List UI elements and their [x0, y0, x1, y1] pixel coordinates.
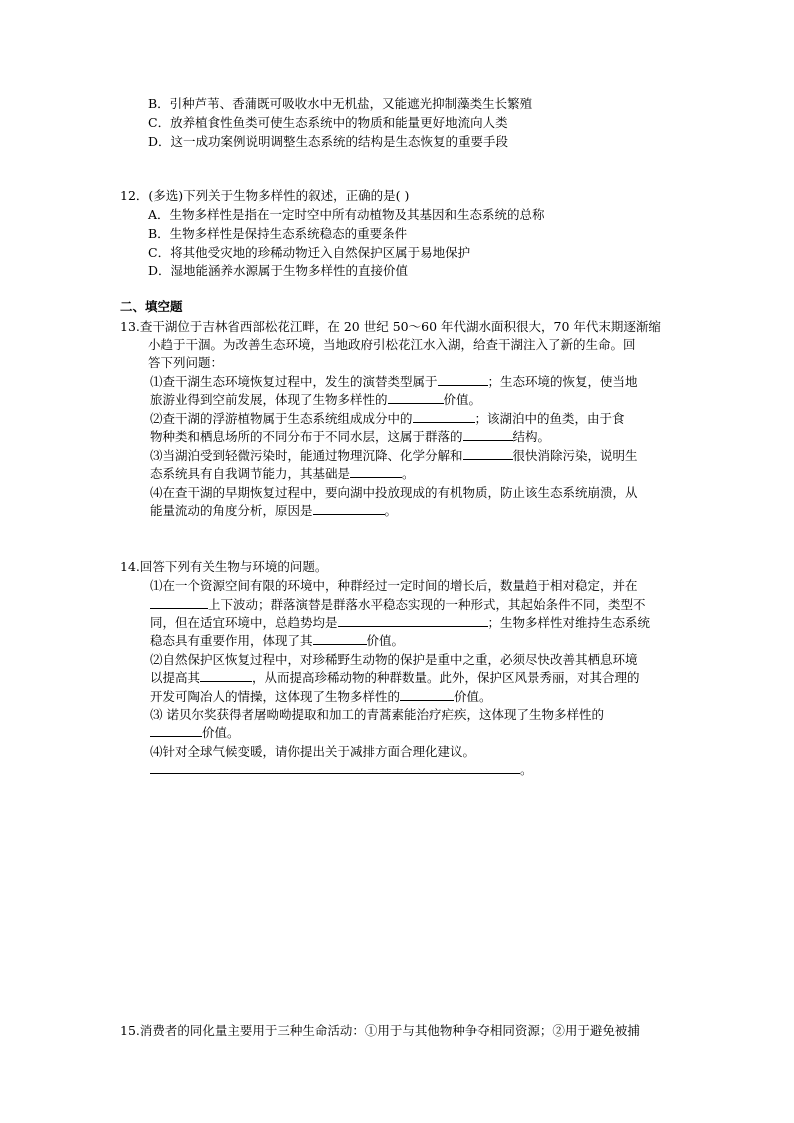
q13-part2-line1: ⑵查干湖的浮游植物属于生态系统组成成分中的 ；该湖泊中的鱼类，由于食	[150, 411, 625, 426]
q14-part2-line1: ⑵自然保护区恢复过程中，对珍稀野生动物的保护是重中之重，必须尽快改善其栖息环境	[150, 652, 638, 667]
q11-option-d: D．这一成功案例说明调整生态系统的结构是生态恢复的重要手段	[148, 134, 509, 149]
answer-blank[interactable]	[150, 761, 520, 774]
q13-part4-line1: ⑷在查干湖的早期恢复过程中，要向湖中投放现成的有机物质，防止该生态系统崩溃，从	[150, 485, 638, 500]
q14-part1-line3: 同，但在适宜环境中，总趋势均是 ；生物多样性对维持生态系统	[150, 615, 651, 630]
q15-stem: 15.消费者的同化量主要用于三种生命活动：①用于与其他物种争夺相同资源；②用于避免被捕	[120, 1023, 640, 1038]
q13-part3-line2: 态系统具有自我调节能力，其基础是 。	[150, 466, 415, 481]
answer-blank[interactable]	[313, 502, 385, 515]
answer-blank[interactable]	[350, 465, 402, 478]
q11-option-c: C．放养植食性鱼类可使生态系统中的物质和能量更好地流向人类	[148, 115, 508, 130]
answer-blank[interactable]	[413, 410, 475, 423]
q11-option-b: B．引种芦苇、香蒲既可吸收水中无机盐，又能遮光抑制藻类生长繁殖	[148, 96, 533, 111]
q13-stem-line2: 小趋于干涸。为改善生态环境，当地政府引松花江水入湖，给查干湖注入了新的生命。回	[148, 337, 636, 352]
q14-part4-line2: 。	[150, 761, 533, 778]
answer-blank[interactable]	[463, 447, 513, 460]
q12-stem: 12．(多选)下列关于生物多样性的叙述，正确的是( )	[120, 188, 410, 203]
q12-option-a: A．生物多样性是指在一定时空中所有动植物及其基因和生态系统的总称	[148, 207, 545, 222]
q12-option-d: D．湿地能涵养水源属于生物多样性的直接价值	[148, 263, 409, 278]
answer-blank[interactable]	[400, 688, 454, 701]
q13-part4-line2: 能量流动的角度分析，原因是 。	[150, 503, 398, 518]
q14-part2-line2: 以提高其 ，从而提高珍稀动物的种群数量。此外，保护区风景秀丽，对其合理的	[150, 670, 640, 685]
q14-part1-line4: 稳态具有重要作用，体现了其 价值。	[150, 633, 405, 648]
answer-blank[interactable]	[438, 373, 488, 386]
answer-blank[interactable]	[463, 428, 513, 441]
q14-part1-line1: ⑴在一个资源空间有限的环境中，种群经过一定时间的增长后，数量趋于相对稳定，并在	[150, 578, 638, 593]
q13-part2-line2: 物种类和栖息场所的不同分布于不同水层，这属于群落的 结构。	[150, 429, 551, 444]
q14-stem: 14.回答下列有关生物与环境的问题。	[120, 559, 328, 574]
q14-part3-line1: ⑶ 诺贝尔奖获得者屠呦呦提取和加工的青蒿素能治疗疟疾，这体现了生物多样性的	[150, 707, 604, 722]
q12-option-b: B．生物多样性是保持生态系统稳态的重要条件	[148, 226, 408, 241]
answer-blank[interactable]	[200, 669, 252, 682]
q14-part1-line2: 上下波动；群落演替是群落水平稳态实现的一种形式，其起始条件不同，类型不	[150, 596, 646, 613]
q13-stem-line3: 答下列问题：	[148, 355, 224, 370]
q14-part4-line1: ⑷针对全球气候变暖，请你提出关于减排方面合理化建议。	[150, 744, 476, 759]
q12-option-c: C．将其他受灾地的珍稀动物迁入自然保护区属于易地保护	[148, 245, 471, 260]
q13-part1-line1: ⑴查干湖生态环境恢复过程中，发生的演替类型属于 ；生态环境的恢复，使当地	[150, 374, 638, 389]
answer-blank[interactable]	[150, 724, 202, 737]
answer-blank[interactable]	[338, 614, 488, 627]
q13-stem-line1: 13.查干湖位于吉林省西部松花江畔，在 20 世纪 50～60 年代湖水面积很大，70 年代末期逐渐缩	[120, 319, 661, 334]
q13-part1-line2: 旅游业得到空前发展，体现了生物多样性的 价值。	[150, 392, 482, 407]
q14-part2-line3: 开发可陶冶人的情操，这体现了生物多样性的 价值。	[150, 689, 492, 704]
q13-part3-line1: ⑶当湖泊受到轻微污染时，能通过物理沉降、化学分解和 很快消除污染，说明生	[150, 448, 638, 463]
answer-blank[interactable]	[388, 391, 444, 404]
answer-blank[interactable]	[313, 632, 367, 645]
answer-blank[interactable]	[150, 596, 208, 609]
section-title-fill-in: 二、填空题	[120, 299, 183, 314]
q14-part3-line2: 价值。	[150, 724, 240, 741]
